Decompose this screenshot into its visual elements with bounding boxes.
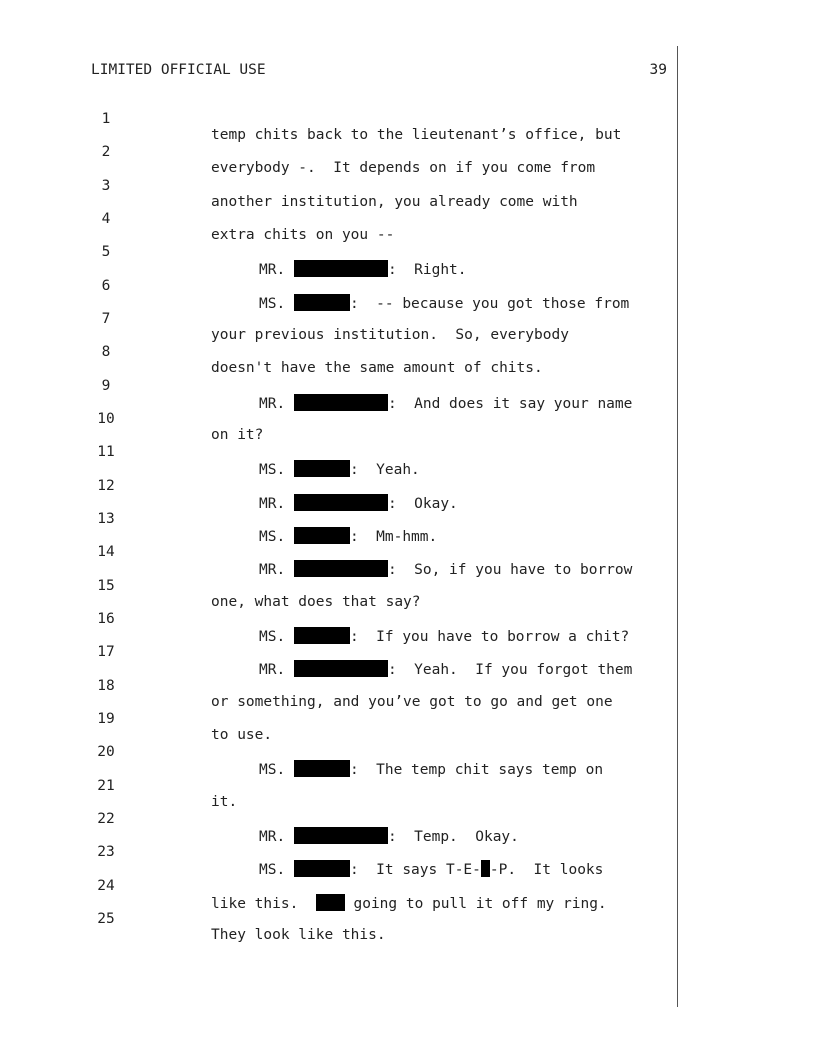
line-text: : Okay. [387, 496, 458, 512]
redaction-box [294, 394, 388, 411]
line-text: extra chits on you -- [211, 227, 395, 243]
speaker-line [259, 627, 629, 645]
speaker-line [259, 660, 632, 678]
line-number: 9 [101, 378, 111, 394]
speaker-title: MS. [259, 862, 286, 878]
speaker-title: MR. [259, 562, 286, 578]
speaker-line [259, 494, 458, 512]
page-number: 39 [649, 62, 667, 78]
line-number: 15 [97, 578, 115, 594]
line-number: 18 [97, 678, 115, 694]
line-text-wrapper [211, 894, 607, 912]
redaction-box [316, 894, 345, 911]
header-classification: LIMITED OFFICIAL USE [91, 62, 266, 78]
transcript-line [0, 395, 264, 443]
speaker-line [259, 760, 603, 778]
margin-rule [677, 46, 678, 1007]
speaker-title: MS. [259, 296, 286, 312]
redaction-box [294, 627, 350, 644]
line-text: it. [211, 794, 238, 810]
redaction-box [294, 560, 388, 577]
speaker-line [259, 560, 632, 578]
speaker-line [259, 460, 420, 478]
line-text: : Temp. Okay. [387, 829, 519, 845]
line-text: like this. [211, 896, 316, 912]
line-number: 2 [101, 144, 111, 160]
line-text: They look like this. [211, 927, 386, 943]
line-number: 10 [97, 411, 115, 427]
speaker-line [259, 294, 629, 312]
speaker-title: MS. [259, 762, 286, 778]
line-text: or something, and you’ve got to go and get one [211, 694, 613, 710]
redaction-box [294, 827, 388, 844]
line-number: 4 [101, 211, 111, 227]
speaker-line [259, 827, 519, 845]
redaction-box [294, 460, 350, 477]
transcript-line [0, 695, 273, 743]
line-number: 7 [101, 311, 111, 327]
speaker-title: MR. [259, 829, 286, 845]
line-number: 14 [97, 544, 115, 560]
line-number: 6 [101, 278, 111, 294]
speaker-title: MR. [259, 396, 286, 412]
line-number: 3 [101, 178, 111, 194]
redaction-box [294, 494, 388, 511]
redaction-box [294, 760, 350, 777]
line-text: : If you have to borrow a chit? [349, 629, 630, 645]
line-text: on it? [211, 427, 264, 443]
line-number: 17 [97, 644, 115, 660]
redaction-box [294, 660, 388, 677]
line-text: : Right. [387, 262, 467, 278]
redaction-box [294, 860, 350, 877]
line-number: 1 [101, 111, 111, 127]
redaction-box [294, 527, 350, 544]
line-text: : -- because you got those from [349, 296, 630, 312]
line-text: : Yeah. If you forgot them [387, 662, 633, 678]
transcript-line [0, 762, 238, 810]
line-text-continued: going to pull it off my ring. [344, 896, 607, 912]
line-number: 5 [101, 244, 111, 260]
speaker-title: MR. [259, 496, 286, 512]
line-number: 8 [101, 344, 111, 360]
line-number: 22 [97, 811, 115, 827]
speaker-title: MS. [259, 462, 286, 478]
line-text: : And does it say your name [387, 396, 633, 412]
line-text: : The temp chit says temp on [349, 762, 604, 778]
speaker-title: MR. [259, 662, 286, 678]
speaker-line [259, 860, 603, 878]
line-text: : It says T-E- [349, 862, 481, 878]
line-text: temp chits back to the lieutenant’s office, but [211, 127, 622, 143]
speaker-title: MS. [259, 629, 286, 645]
transcript-line [0, 895, 386, 943]
line-number: 19 [97, 711, 115, 727]
transcript-line [0, 195, 395, 243]
line-number: 23 [97, 844, 115, 860]
speaker-line [259, 260, 467, 278]
line-text: to use. [211, 727, 273, 743]
line-number: 13 [97, 511, 115, 527]
line-text: your previous institution. So, everybody [211, 327, 569, 343]
transcript-line [0, 95, 622, 143]
speaker-title: MS. [259, 529, 286, 545]
line-text-continued: -P. It looks [489, 862, 604, 878]
line-number: 25 [97, 911, 115, 927]
redaction-box [294, 260, 388, 277]
line-number: 20 [97, 744, 115, 760]
speaker-title: MR. [259, 262, 286, 278]
line-text: everybody -. It depends on if you come from [211, 160, 596, 176]
line-number: 21 [97, 778, 115, 794]
line-text: another institution, you already come with [211, 194, 578, 210]
line-number: 16 [97, 611, 115, 627]
line-text: doesn't have the same amount of chits. [211, 360, 543, 376]
line-number: 12 [97, 478, 115, 494]
line-text: one, what does that say? [211, 594, 421, 610]
redaction-box [294, 294, 350, 311]
line-text: : So, if you have to borrow [387, 562, 633, 578]
line-text: : Mm-hmm. [349, 529, 438, 545]
speaker-line [259, 527, 437, 545]
line-text: : Yeah. [349, 462, 420, 478]
line-number: 24 [97, 878, 115, 894]
line-number: 11 [97, 444, 115, 460]
speaker-line [259, 394, 632, 412]
redaction-box [481, 860, 490, 877]
